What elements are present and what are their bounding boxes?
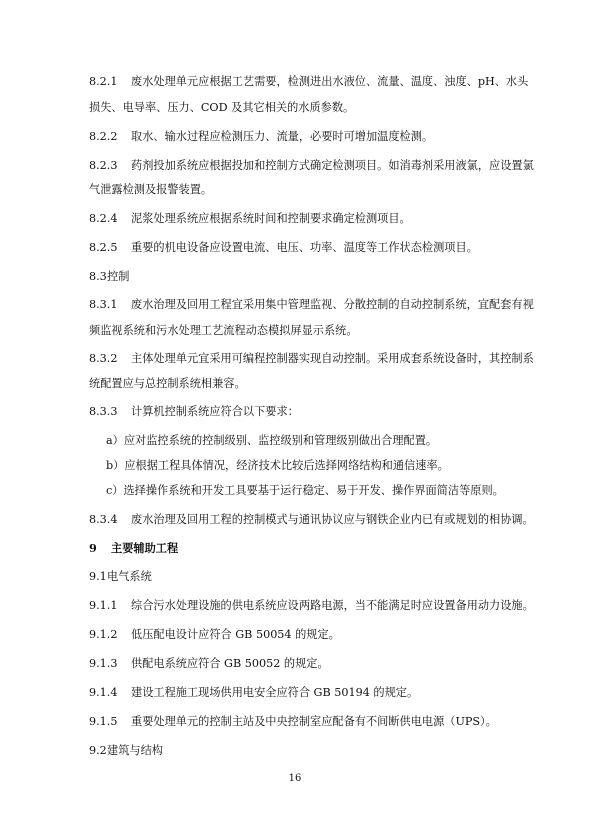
clause-number: 8.3.1 <box>89 298 118 311</box>
clause-text: 废水治理及回用工程的控制模式与通讯协议应与钢铁企业内已有或规划的相协调。 <box>131 513 534 526</box>
clause-number: 8.2.1 <box>89 75 118 88</box>
clause-number: 8.2.5 <box>89 241 118 254</box>
section-title: 建筑与结构 <box>107 744 163 757</box>
clause-8-2-1-continued <box>89 101 354 115</box>
clause-text: 气泄露检测及报警装置。 <box>89 183 213 196</box>
clause-text: 综合污水处理设施的供电系统应设两路电源，当不能满足时应设置备用动力设施。 <box>131 599 534 612</box>
list-item-c <box>106 484 504 498</box>
clause-text: 频监视系统和污水处理工艺流程动态模拟屏显示系统。 <box>89 324 358 337</box>
chapter-title: 主要辅助工程 <box>111 541 179 555</box>
clause-number: 8.3.4 <box>89 513 118 526</box>
list-item-text: a）应对监控系统的控制级别、监控级别和管理级别做出合理配置。 <box>106 434 438 447</box>
clause-number: 9.1.5 <box>89 715 118 728</box>
clause-number: 9.1.2 <box>89 628 118 641</box>
clause-text: 取水、输水过程应检测压力、流量，必要时可增加温度检测。 <box>131 130 434 143</box>
clause-number: 8.3.3 <box>89 405 118 418</box>
clause-text: 废水处理单元应根据工艺需要，检测进出水液位、流量、温度、浊度、pH、水头 <box>131 75 529 88</box>
section-title: 电气系统 <box>107 570 152 583</box>
list-item-text: c）选择操作系统和开发工具要基于运行稳定、易于开发、操作界面简洁等原则。 <box>106 484 504 497</box>
clause-number: 8.2.2 <box>89 130 118 143</box>
section-title: 控制 <box>107 270 130 283</box>
clause-text: 主体处理单元宜采用可编程控制器实现自动控制。采用成套系统设备时，其控制系 <box>131 352 534 365</box>
clause-text: 重要处理单元的控制主站及中央控制室应配备有不间断供电电源（UPS）。 <box>131 715 497 728</box>
clause-text: 建设工程施工现场供用电安全应符合 GB 50194 的规定。 <box>131 686 419 699</box>
clause-number: 9.1.4 <box>89 686 118 699</box>
list-item-b <box>106 459 449 473</box>
clause-text: 损失、电导率、压力、COD 及其它相关的水质参数。 <box>89 101 355 114</box>
clause-number: 8.2.4 <box>89 212 118 225</box>
clause-number: 9.1.3 <box>89 657 118 670</box>
page-number: 16 <box>288 773 302 784</box>
section-number: 8.3 <box>89 270 107 283</box>
clause-8-2-3-continued <box>89 183 212 197</box>
clause-text: 低压配电设计应符合 GB 50054 的规定。 <box>131 628 340 641</box>
clause-number: 8.3.2 <box>89 352 118 365</box>
section-number: 9.1 <box>89 570 107 583</box>
section-number: 9.2 <box>89 744 107 757</box>
clause-number: 9.1.1 <box>89 599 118 612</box>
clause-text: 计算机控制系统应符合以下要求： <box>131 405 299 418</box>
clause-text: 供配电系统应符合 GB 50052 的规定。 <box>131 657 329 670</box>
clause-text: 统配置应与总控制系统相兼容。 <box>89 377 246 390</box>
list-item-text: b）应根据工程具体情况，经济技术比较后选择网络结构和通信速率。 <box>106 459 449 472</box>
clause-text: 药剂投加系统应根据投加和控制方式确定检测项目。如消毒剂采用液氯，应设置氯 <box>131 159 534 172</box>
clause-number: 8.2.3 <box>89 159 118 172</box>
clause-text: 泥浆处理系统应根据系统时间和控制要求确定检测项目。 <box>131 212 411 225</box>
clause-8-3-2-continued <box>89 377 246 391</box>
chapter-number: 9 <box>89 541 97 555</box>
clause-text: 废水治理及回用工程宜采用集中管理监视、分散控制的自动控制系统，宜配套有视 <box>131 298 534 311</box>
clause-8-3-1-continued <box>89 324 358 338</box>
list-item-a <box>106 434 437 448</box>
clause-text: 重要的机电设备应设置电流、电压、功率、温度等工作状态检测项目。 <box>131 241 478 254</box>
